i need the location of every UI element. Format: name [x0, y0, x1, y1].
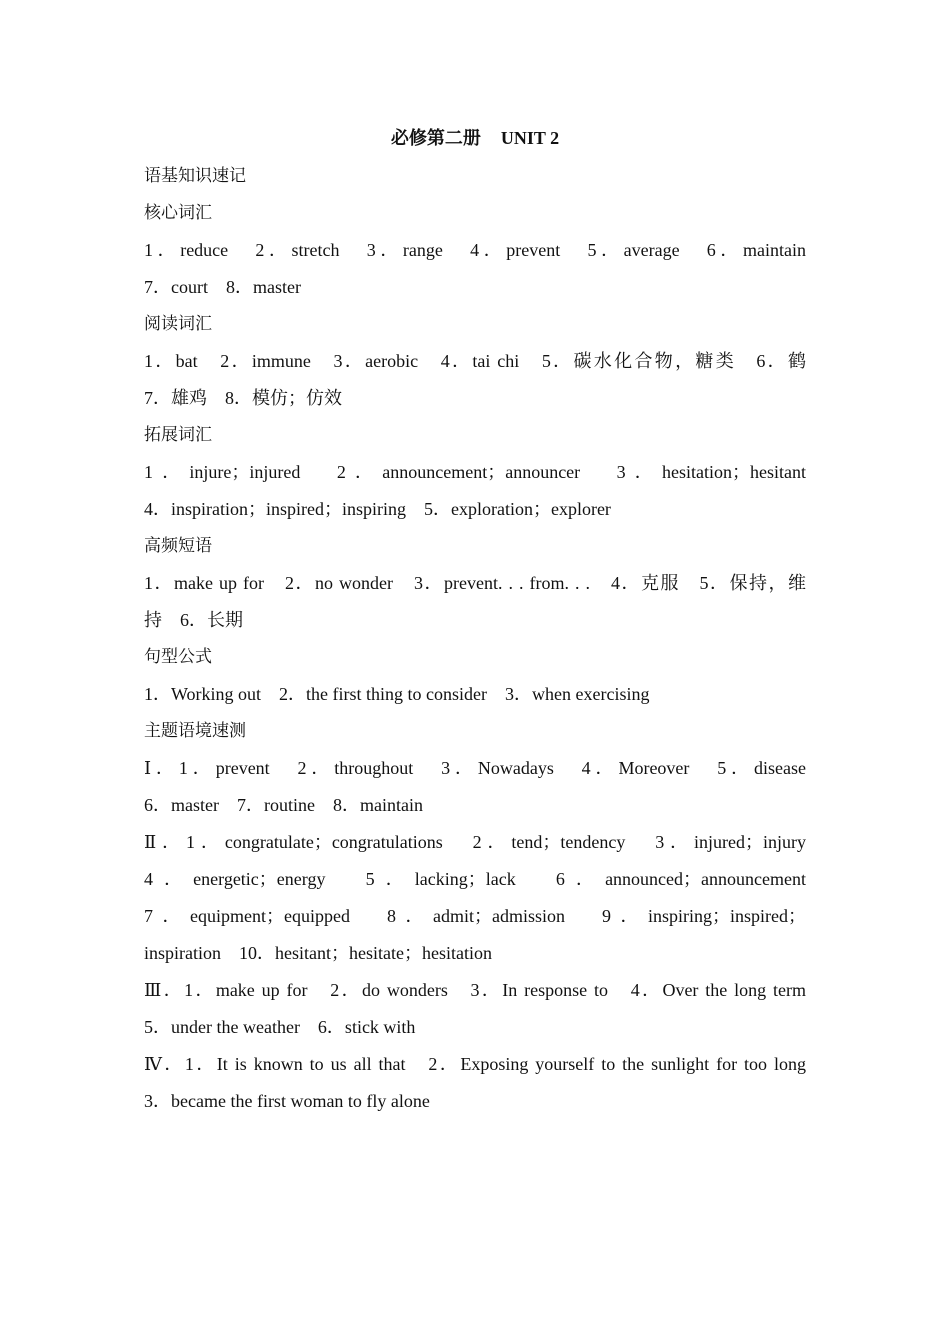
title-unit: UNIT 2: [500, 128, 560, 148]
section-2-line-3: 7．equipment；equipped 8．admit；admission 9．inspiring；inspired；: [144, 906, 806, 926]
reading-vocab-line-2: 7．雄鸡 8．模仿；仿效: [144, 388, 342, 408]
heading-core-vocab: 核心词汇: [144, 203, 212, 223]
answer-key-content: [144, 118, 806, 1120]
heading-extended-vocab: 拓展词汇: [144, 425, 212, 445]
heading-phrases: 高频短语: [144, 536, 212, 556]
section-3-line-1: Ⅲ．1．make up for 2．do wonders 3．In response to 4．Over the long term: [144, 980, 806, 1000]
page-title: [144, 118, 806, 158]
heading-topic-test: 主题语境速测: [144, 721, 246, 741]
section-2-line-4: inspiration 10．hesitant；hesitate；hesitation: [144, 943, 492, 963]
section-2-line-2: 4．energetic；energy 5．lacking；lack 6．announced；announcement: [144, 869, 806, 889]
phrases-line-1: 1．make up for 2．no wonder 3．prevent. . . from. . . 4．克服 5．保持，维: [144, 573, 806, 593]
reading-vocab-line-1: 1．bat 2．immune 3．aerobic 4．tai chi 5．碳水化合物，糖类 6．鹤: [144, 351, 806, 371]
phrases-line-2: 持 6．长期: [144, 610, 243, 630]
section-4-line-1: Ⅳ．1．It is known to us all that 2．Exposing yourself to the sunlight for too long: [144, 1054, 806, 1074]
heading-sentence-patterns: 句型公式: [144, 647, 212, 667]
extended-vocab-line-2: 4．inspiration；inspired；inspiring 5．exploration；explorer: [144, 499, 611, 519]
extended-vocab-line-1: 1．injure；injured 2．announcement；announcer 3．hesitation；hesitant: [144, 462, 806, 482]
sentence-patterns-line-1: 1．Working out 2．the first thing to consider 3．when exercising: [144, 684, 650, 704]
title-chinese: 必修第二册: [390, 128, 481, 148]
section-4-line-2: 3．became the first woman to fly alone: [144, 1091, 430, 1111]
section-1-line-1: Ⅰ．1．prevent 2．throughout 3．Nowadays 4．Moreover 5．disease: [144, 758, 806, 778]
core-vocab-line-1: 1．reduce 2．stretch 3．range 4．prevent 5．average 6．maintain: [144, 240, 806, 260]
heading-basics: 语基知识速记: [144, 166, 246, 186]
section-2-line-1: Ⅱ．1．congratulate；congratulations 2．tend；tendency 3．injured；injury: [144, 832, 806, 852]
heading-reading-vocab: 阅读词汇: [144, 314, 212, 334]
section-1-line-2: 6．master 7．routine 8．maintain: [144, 795, 423, 815]
core-vocab-line-2: 7．court 8．master: [144, 277, 301, 297]
section-3-line-2: 5．under the weather 6．stick with: [144, 1017, 416, 1037]
